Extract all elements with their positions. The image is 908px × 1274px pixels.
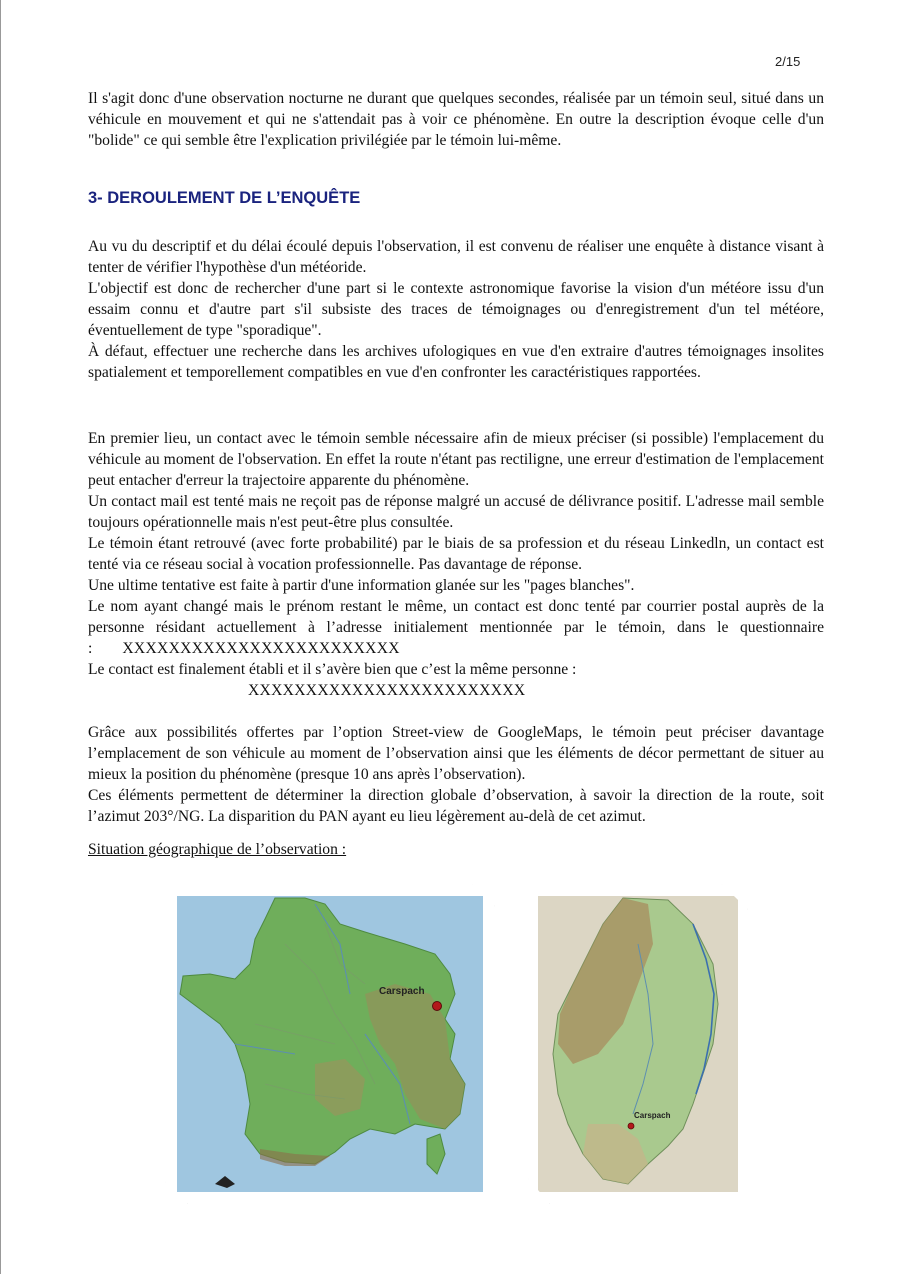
method-block (88, 236, 824, 383)
france-map (165, 884, 495, 1204)
contact-block (88, 428, 824, 701)
carspach-marker (433, 1002, 442, 1011)
contact-paragraph: En premier lieu, un contact avec le témoin semble nécessaire afin de mieux préciser (si possible) l'emplacement du véhicule au moment de l'observation. En effet la route n'étant pas rectiligne, une erreur d'estimation de l'emplacement peut entacher d'erreur la trajectoire apparente du phénomène. (88, 430, 824, 489)
region-map-graphic (528, 884, 748, 1204)
carspach-label: Carspach (634, 1111, 671, 1120)
carspach-label: Carspach (379, 986, 425, 997)
redacted-identity: XXXXXXXXXXXXXXXXXXXXXXXX (248, 682, 526, 699)
region-map (528, 884, 748, 1204)
contact-paragraph: Un contact mail est tenté mais ne reçoit pas de réponse malgré un accusé de délivrance positif. L'adresse mail semble toujours opérationnelle mais n'est peut-être plus consultée. (88, 493, 824, 531)
streetview-paragraph: Ces éléments permettent de déterminer la direction globale d’observation, à savoir la direction de la route, soit l’azimut 203°/NG. La disparition du PAN ayant eu lieu légèrement au-delà de cet azimut. (88, 787, 824, 825)
method-paragraph: L'objectif est donc de rechercher d'une part si le contexte astronomique favorise la vision d'un météore issu d'un essaim connu et d'autre part s'il subsiste des traces de témoignages ou d'enregistrement d'un tel météore, éventuellement de type "sporadique". (88, 280, 824, 339)
streetview-paragraph: Grâce aux possibilités offertes par l’option Street-view de GoogleMaps, le témoin peut préciser davantage l’emplacement de son véhicule au moment de l’observation ainsi que les éléments de décor permettant de situer au mieux la position du phénomène (presque 10 ans après l’observation). (88, 724, 824, 783)
method-paragraph: Au vu du descriptif et du délai écoulé depuis l'observation, il est convenu de réaliser une enquête à distance visant à tenter de vérifier l'hypothèse d'un météoride. (88, 238, 824, 276)
contact-paragraph (88, 596, 824, 659)
intro-paragraph: Il s'agit donc d'une observation nocturne ne durant que quelques secondes, réalisée par un témoin seul, situé dans un véhicule en mouvement et qui ne s'attendait pas à voir ce phénomène. En outre la description évoque celle d'un "bolide" ce qui semble être l'explication privilégiée par le témoin lui-même. (88, 90, 824, 149)
streetview-block (88, 722, 824, 827)
page-edge (0, 0, 1, 1274)
france-map-graphic (165, 884, 495, 1204)
method-paragraph: À défaut, effectuer une recherche dans les archives ufologiques en vue d'en extraire d'autres témoignages insolites spatialement et temporellement compatibles en vue d'en confronter les caractéristiques rapportées. (88, 343, 824, 381)
carspach-marker (628, 1123, 634, 1129)
contact-paragraph: Une ultime tentative est faite à partir d'une information glanée sur les "pages blanches". (88, 577, 635, 594)
figure-caption: Situation géographique de l’observation : (88, 841, 347, 858)
contact-paragraph: Le contact est finalement établi et il s’avère bien que c’est la même personne : (88, 661, 577, 678)
contact-paragraph: Le témoin étant retrouvé (avec forte probabilité) par le biais de sa profession et du réseau Linkedln, un contact est tenté via ce réseau social à vocation professionnelle. Pas davantage de réponse. (88, 535, 824, 573)
contact-text: Le nom ayant changé mais le prénom restant le même, un contact est donc tenté par courrier postal auprès de la personne résidant actuellement à l’adresse initialement mentionnée par le témoin, dans le questionnaire : (88, 598, 824, 657)
redacted-address: XXXXXXXXXXXXXXXXXXXXXXXX (122, 640, 400, 657)
section-heading: 3- DEROULEMENT DE L’ENQUÊTE (88, 189, 361, 207)
page-number: 2/15 (775, 54, 801, 69)
